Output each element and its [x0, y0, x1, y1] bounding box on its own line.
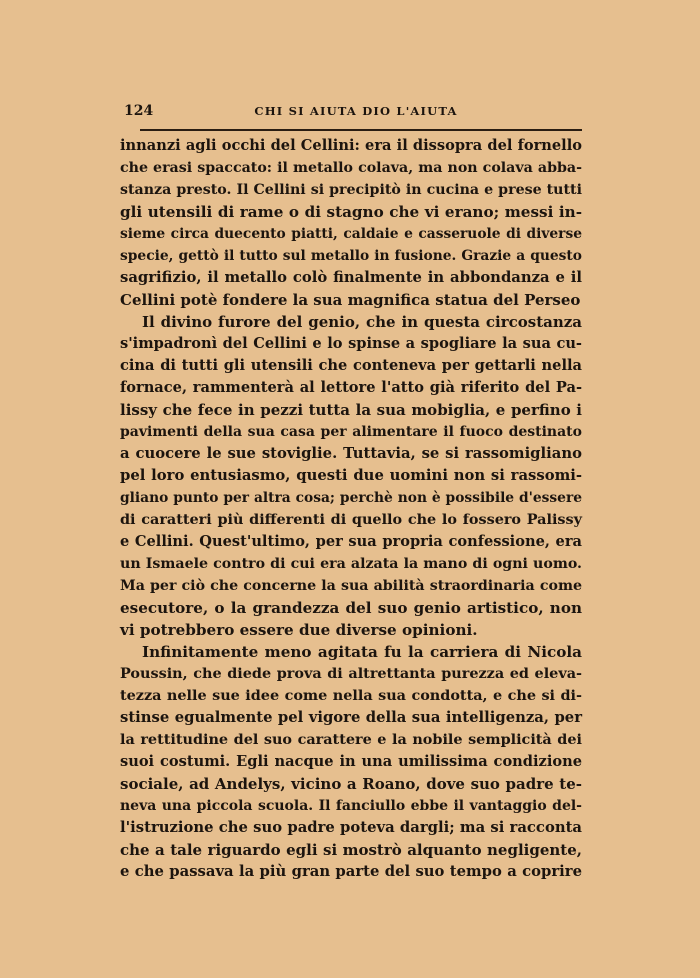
text-line: di caratteri più differenti di quello che lo fossero Palissy: [120, 511, 582, 528]
text-line: lissy che fece in pezzi tutta la sua mobiglia, e perfino i: [120, 401, 582, 419]
text-line: stanza presto. Il Cellini si precipitò in cucina e prese tutti: [120, 182, 582, 198]
page-number: 124: [124, 103, 154, 119]
text-line: neva una piccola scuola. Il fanciullo ebbe il vantaggio del-: [120, 798, 582, 814]
text-line: sagrifizio, il metallo colò finalmente in abbondanza e il: [120, 269, 582, 286]
text-line: sieme circa duecento piatti, caldaie e casseruole di diverse: [120, 226, 582, 242]
text-line: che erasi spaccato: il metallo colava, ma non colava abba-: [120, 160, 582, 176]
text-line: vi potrebbero essere due diverse opinioni.: [120, 621, 478, 639]
text-line: Infinitamente meno agitata fu la carriera di Nicola: [142, 643, 582, 661]
body-text: [120, 135, 582, 883]
text-line: tezza nelle sue idee come nella sua condotta, e che si di-: [120, 687, 582, 704]
text-line: suoi costumi. Egli nacque in una umilissima condizione: [120, 753, 582, 770]
text-line: Cellini potè fondere la sua magnifica statua del Perseo: [120, 291, 581, 309]
text-line: a cuocere le sue stoviglie. Tuttavia, se si rassomigliano: [120, 445, 582, 462]
text-line: e che passava la più gran parte del suo tempo a coprire: [120, 863, 582, 880]
text-line: stinse egualmente pel vigore della sua intelligenza, per: [120, 709, 582, 726]
text-line: innanzi agli occhi del Cellini: era il dissopra del fornello: [120, 137, 582, 154]
text-line: Poussin, che diede prova di altrettanta purezza ed eleva-: [120, 665, 582, 682]
running-title: CHI SI AIUTA DIO L'AIUTA: [254, 104, 458, 118]
text-line: cina di tutti gli utensili che conteneva per gettarli nella: [120, 357, 582, 374]
text-line: sociale, ad Andelys, vicino a Roano, dove suo padre te-: [120, 775, 582, 793]
text-line: e Cellini. Quest'ultimo, per sua propria confessione, era: [120, 533, 582, 550]
text-line: l'istruzione che suo padre poteva dargli; ma si racconta: [120, 819, 582, 836]
text-line: specie, gettò il tutto sul metallo in fusione. Grazie a questo: [120, 248, 582, 264]
text-line: Il divino furore del genio, che in questa circostanza: [142, 313, 582, 331]
page-header: [120, 103, 582, 123]
text-line: pel loro entusiasmo, questi due uomini non si rassomi-: [120, 467, 582, 484]
text-line: s'impadronì del Cellini e lo spinse a spogliare la sua cu-: [120, 335, 582, 352]
text-line: che a tale riguardo egli si mostrò alquanto negligente,: [120, 841, 582, 859]
header-rule: [140, 129, 582, 131]
text-line: fornace, rammenterà al lettore l'atto già riferito del Pa-: [120, 379, 582, 396]
text-line: esecutore, o la grandezza del suo genio artistico, non: [120, 599, 582, 617]
text-line: Ma per ciò che concerne la sua abilità straordinaria come: [120, 578, 582, 594]
text-line: pavimenti della sua casa per alimentare il fuoco destinato: [120, 424, 582, 440]
text-line: un Ismaele contro di cui era alzata la mano di ogni uomo.: [120, 556, 582, 572]
text-line: la rettitudine del suo carattere e la nobile semplicità dei: [120, 731, 582, 748]
text-line: gli utensili di rame o di stagno che vi erano; messi in-: [120, 203, 582, 221]
text-line: gliano punto per altra cosa; perchè non è possibile d'essere: [120, 490, 582, 506]
